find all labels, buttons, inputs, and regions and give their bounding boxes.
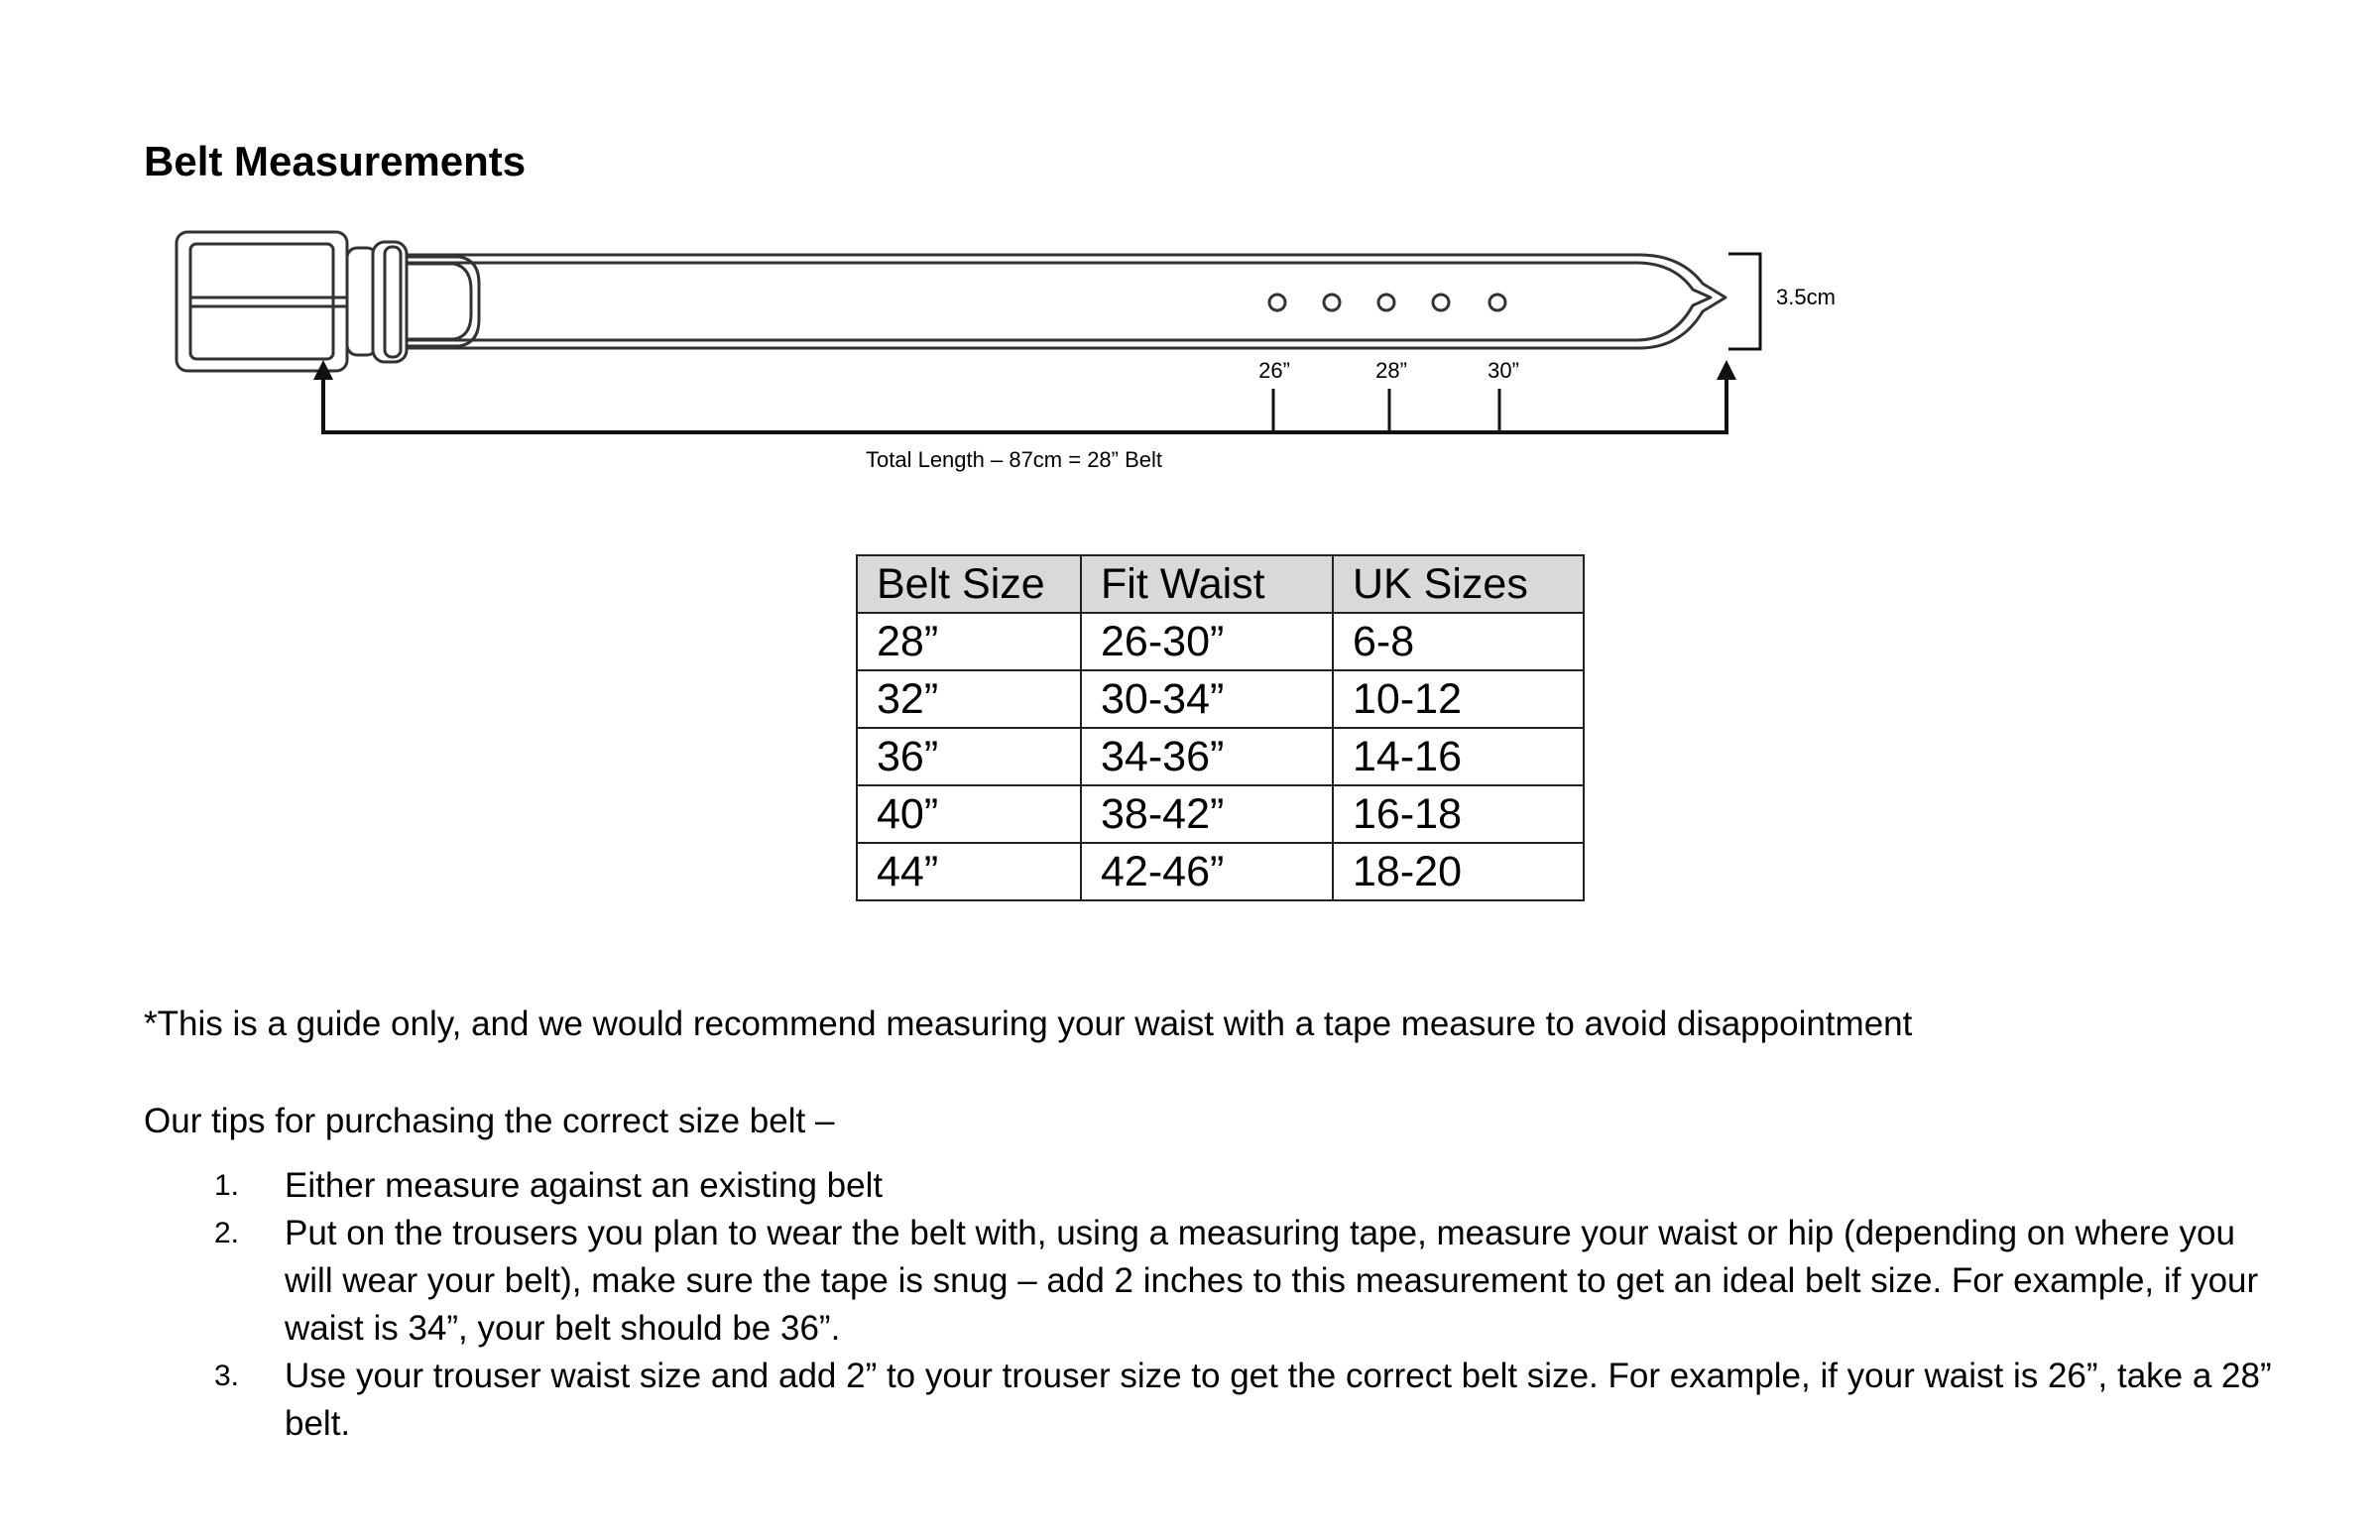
list-item bbox=[144, 1353, 2286, 1448]
belt-size-table bbox=[856, 554, 1585, 901]
belt-size-cell: 28” bbox=[857, 613, 1081, 670]
fit-waist-cell: 42-46” bbox=[1081, 843, 1333, 900]
header-uk-sizes: UK Sizes bbox=[1333, 555, 1584, 613]
table-row bbox=[857, 670, 1584, 728]
belt-hole-icon bbox=[1324, 295, 1340, 310]
uk-size-cell: 10-12 bbox=[1333, 670, 1584, 728]
list-item bbox=[144, 1210, 2286, 1353]
belt-hole-icon bbox=[1489, 295, 1505, 310]
hole-label-30: 30” bbox=[1488, 358, 1519, 383]
fit-waist-cell: 38-42” bbox=[1081, 785, 1333, 843]
table-header-row bbox=[857, 555, 1584, 613]
header-belt-size: Belt Size bbox=[857, 555, 1081, 613]
belt-size-cell: 40” bbox=[857, 785, 1081, 843]
buckle-frame-icon bbox=[177, 232, 347, 371]
width-bracket-icon bbox=[1728, 254, 1760, 349]
fit-waist-cell: 30-34” bbox=[1081, 670, 1333, 728]
belt-tip-end-icon bbox=[407, 257, 479, 346]
belt-size-cell: 32” bbox=[857, 670, 1081, 728]
tips-intro: Our tips for purchasing the correct size belt – bbox=[144, 1102, 835, 1140]
tip-number: 3. bbox=[214, 1360, 240, 1392]
hole-label-26: 26” bbox=[1258, 358, 1290, 383]
guide-note: *This is a guide only, and we would recommend measuring your waist with a tape measure to avoid disappointment bbox=[144, 1005, 1913, 1043]
table-row bbox=[857, 728, 1584, 785]
uk-size-cell: 14-16 bbox=[1333, 728, 1584, 785]
belt-size-cell: 44” bbox=[857, 843, 1081, 900]
fit-waist-cell: 26-30” bbox=[1081, 613, 1333, 670]
tip-text: Put on the trousers you plan to wear the belt with, using a measuring tape, measure your waist or hip (depending on where you will wear your belt), make sure the tape is snug – add 2 inches to this measurement to get an ideal belt size. For example, if your waist is 34”, your belt should be 36”. bbox=[285, 1214, 2259, 1348]
belt-size-cell: 36” bbox=[857, 728, 1081, 785]
fit-waist-cell: 34-36” bbox=[1081, 728, 1333, 785]
belt-hole-icon bbox=[1433, 295, 1449, 310]
page-title: Belt Measurements bbox=[144, 138, 527, 185]
uk-size-cell: 16-18 bbox=[1333, 785, 1584, 843]
belt-hole-icon bbox=[1269, 295, 1285, 310]
tip-text: Use your trouser waist size and add 2” to your trouser size to get the correct belt size. For example, if your waist is 26”, take a 28” belt. bbox=[285, 1357, 2272, 1443]
uk-size-cell: 18-20 bbox=[1333, 843, 1584, 900]
belt-strap-icon bbox=[347, 255, 1726, 348]
tip-number: 1. bbox=[214, 1169, 240, 1202]
hole-label-28: 28” bbox=[1375, 358, 1407, 383]
belt-tip-end-inner-icon bbox=[407, 264, 471, 339]
table-row bbox=[857, 843, 1584, 900]
total-length-label: Total Length – 87cm = 28” Belt bbox=[866, 447, 1163, 472]
tips-list bbox=[144, 1162, 2286, 1448]
uk-size-cell: 6-8 bbox=[1333, 613, 1584, 670]
table-row bbox=[857, 785, 1584, 843]
belt-hole-icon bbox=[1378, 295, 1394, 310]
tip-text: Either measure against an existing belt bbox=[285, 1166, 884, 1205]
belt-diagram bbox=[0, 0, 2380, 516]
right-arrow-icon bbox=[1717, 360, 1736, 380]
tip-number: 2. bbox=[214, 1217, 240, 1249]
buckle-frame-inner-icon bbox=[190, 244, 333, 359]
header-fit-waist: Fit Waist bbox=[1081, 555, 1333, 613]
width-label: 3.5cm bbox=[1776, 285, 1836, 309]
list-item bbox=[144, 1162, 2286, 1210]
table-row bbox=[857, 613, 1584, 670]
buckle-prong-icon bbox=[190, 297, 346, 306]
